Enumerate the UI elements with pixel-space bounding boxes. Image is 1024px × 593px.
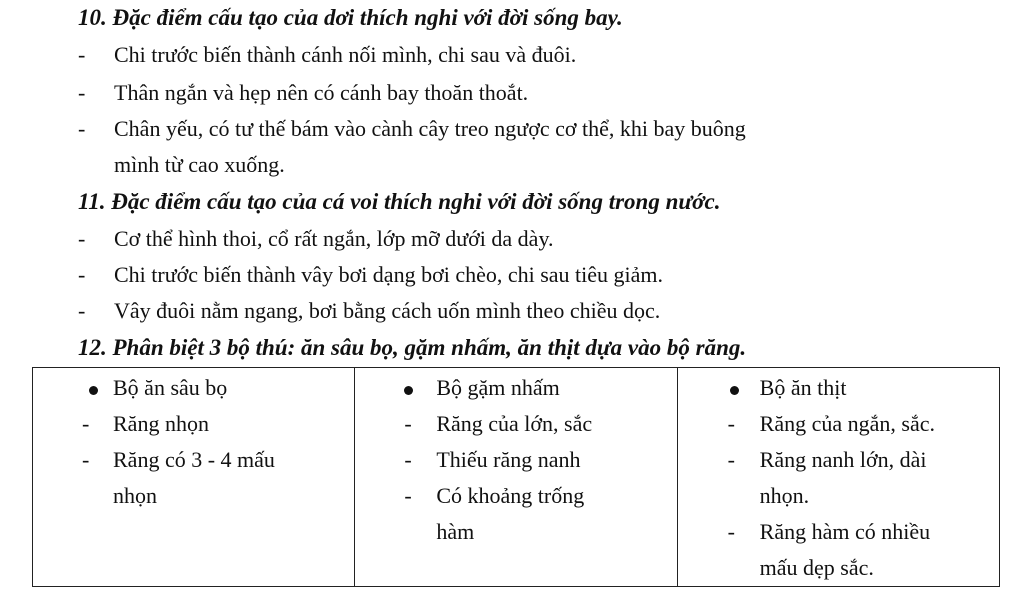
bullet-icon xyxy=(89,386,98,395)
dash-marker: - xyxy=(78,80,86,105)
column-line: Răng có 3 - 4 mấu xyxy=(113,447,275,472)
section-10-item-1 xyxy=(78,40,576,70)
item-text: Chi trước biến thành cánh nối mình, chi sau và đuôi. xyxy=(114,42,577,67)
section-10-heading: 10. Đặc điểm cấu tạo của dơi thích nghi với đời sống bay. xyxy=(78,5,623,30)
table-column-carnivores xyxy=(677,368,999,586)
dash-marker: - xyxy=(78,262,86,287)
section-10-item-3 xyxy=(78,114,746,144)
item-text: Cơ thể hình thoi, cổ rất ngắn, lớp mỡ dưới da dày. xyxy=(114,226,554,251)
dash-marker: - xyxy=(404,447,412,472)
dash-marker: - xyxy=(727,519,735,544)
column-line: mấu dẹp sắc. xyxy=(759,555,874,580)
bullet-icon xyxy=(404,386,413,395)
section-10-item-2 xyxy=(78,78,528,108)
item-text: Vây đuôi nằm ngang, bơi bằng cách uốn mình theo chiều dọc. xyxy=(114,298,661,323)
section-12-heading: 12. Phân biệt 3 bộ thú: ăn sâu bọ, gặm nhấm, ăn thịt dựa vào bộ răng. xyxy=(78,335,747,360)
dash-marker: - xyxy=(727,411,735,436)
item-text: Chân yếu, có tư thế bám vào cành cây treo ngược cơ thể, khi bay buông xyxy=(114,116,746,141)
dash-marker: - xyxy=(404,483,412,508)
column-line: Thiếu răng nanh xyxy=(436,447,581,472)
dash-marker: - xyxy=(78,298,86,323)
column-line: hàm xyxy=(436,519,475,544)
section-11-item-2 xyxy=(78,260,663,290)
dash-marker: - xyxy=(82,411,90,436)
comparison-table xyxy=(32,367,1000,587)
column-line: Răng hàm có nhiều xyxy=(759,519,931,544)
column-line: Răng của lớn, sắc xyxy=(436,411,593,436)
dash-marker: - xyxy=(727,447,735,472)
dash-marker: - xyxy=(82,447,90,472)
table-column-insectivores xyxy=(33,368,354,586)
section-10-item-3-continued: mình từ cao xuống. xyxy=(114,152,285,177)
dash-marker: - xyxy=(78,226,86,251)
section-11-item-1 xyxy=(78,224,554,254)
column-line: nhọn. xyxy=(759,483,810,508)
column-title: Bộ gặm nhấm xyxy=(436,375,560,400)
dash-marker: - xyxy=(78,42,86,67)
item-text: Thân ngắn và hẹp nên có cánh bay thoăn thoắt. xyxy=(114,80,529,105)
dash-marker: - xyxy=(78,116,86,141)
table-column-rodents xyxy=(354,368,676,586)
dash-marker: - xyxy=(404,411,412,436)
item-text: Chi trước biến thành vây bơi dạng bơi chèo, chi sau tiêu giảm. xyxy=(114,262,664,287)
column-line: Có khoảng trống xyxy=(436,483,585,508)
section-11-item-3 xyxy=(78,296,660,326)
bullet-icon xyxy=(730,386,739,395)
column-line: Răng của ngắn, sắc. xyxy=(759,411,935,436)
column-line: nhọn xyxy=(113,483,157,508)
column-title: Bộ ăn sâu bọ xyxy=(113,375,228,400)
column-line: Răng nhọn xyxy=(113,411,209,436)
column-title: Bộ ăn thịt xyxy=(759,375,847,400)
column-line: Răng nanh lớn, dài xyxy=(759,447,927,472)
section-11-heading: 11. Đặc điểm cấu tạo của cá voi thích nghi với đời sống trong nước. xyxy=(78,189,721,214)
